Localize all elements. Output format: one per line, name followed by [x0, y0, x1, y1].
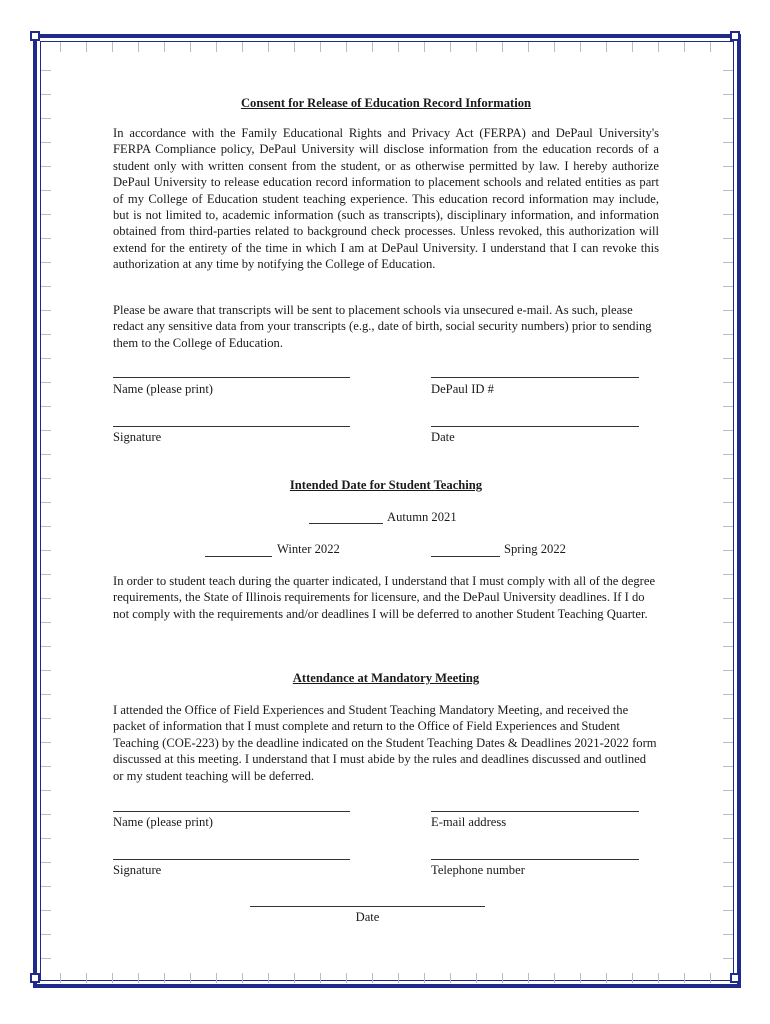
border-tick — [606, 973, 607, 983]
border-tick — [502, 42, 503, 52]
border-tick — [723, 454, 733, 455]
border-tick — [723, 574, 733, 575]
email-line[interactable] — [431, 811, 639, 812]
border-tick — [294, 42, 295, 52]
border-tick — [346, 973, 347, 983]
border-tick — [684, 42, 685, 52]
border-tick — [606, 42, 607, 52]
meeting-signature-label: Signature — [113, 863, 162, 877]
meeting-paragraph: I attended the Office of Field Experiences and Student Teaching Mandatory Meeting, and received the packet of information that I must complete and return to the Office of Field Experiences and Student Teaching (COE-223) by the deadline indicated on the Student Teaching Dates & Deadlines 2021-2022 form discussed at this meeting. I understand that I must abide by the rules and deadlines discussed and outlined or my student teaching will be deferred. — [113, 703, 657, 783]
border-tick — [41, 454, 51, 455]
border-tick — [723, 430, 733, 431]
border-tick — [723, 238, 733, 239]
border-tick — [398, 42, 399, 52]
border-tick — [450, 42, 451, 52]
border-tick — [528, 973, 529, 983]
border-tick — [41, 958, 51, 959]
border-corner — [30, 31, 40, 41]
border-tick — [723, 886, 733, 887]
border-tick — [723, 310, 733, 311]
border-tick — [320, 42, 321, 52]
border-tick — [723, 502, 733, 503]
border-tick — [164, 42, 165, 52]
border-tick — [41, 790, 51, 791]
border-tick — [723, 838, 733, 839]
border-tick — [41, 766, 51, 767]
border-tick — [580, 973, 581, 983]
border-tick — [723, 910, 733, 911]
border-tick — [554, 973, 555, 983]
border-tick — [41, 262, 51, 263]
border-tick — [41, 190, 51, 191]
border-tick — [658, 42, 659, 52]
border-tick — [41, 310, 51, 311]
border-tick — [138, 973, 139, 983]
border-tick — [268, 42, 269, 52]
border-tick — [41, 574, 51, 575]
border-tick — [41, 478, 51, 479]
border-tick — [41, 910, 51, 911]
border-tick — [723, 94, 733, 95]
border-tick — [658, 973, 659, 983]
border-tick — [528, 42, 529, 52]
border-tick — [632, 42, 633, 52]
border-tick — [723, 190, 733, 191]
border-tick — [723, 406, 733, 407]
border-tick — [632, 973, 633, 983]
telephone-label: Telephone number — [431, 863, 525, 877]
name-label: Name (please print) — [113, 382, 214, 396]
border-tick — [41, 238, 51, 239]
teaching-paragraph: In order to student teach during the quarter indicated, I understand that I must comply with all of the degree requirements, the State of Illinois requirements for licensure, and the DePaul University deadlines. If I do not comply with the requirements and/or deadlines I will be deferred to another Student Teaching Quarter. — [113, 574, 656, 621]
signature-label: Signature — [113, 430, 162, 444]
border-tick — [190, 973, 191, 983]
border-corner — [730, 31, 740, 41]
consent-title: Consent for Release of Education Record Information — [240, 96, 532, 110]
meeting-date-label: Date — [355, 910, 380, 924]
border-tick — [41, 814, 51, 815]
border-tick — [424, 42, 425, 52]
border-tick — [41, 70, 51, 71]
consent-paragraph: In accordance with the Family Educational Rights and Privacy Act (FERPA) and DePaul University's FERPA Compliance policy, DePaul University will disclose information from the education records of a student only with written consent from the student, or as otherwise permitted by law. I hereby authorize DePaul University to release education record information to placement schools and related entities as part of my College of Education student teaching experience. This education record information may include, but is not limited to, academic information (such as transcripts), disciplinary information, and information obtained from third-parties related to background check processes. Unless revoked, this authorization will extend for the entirety of the time in which I am at DePaul University. I understand that I can revoke this authorization at any time by notifying the College of Education. — [113, 126, 659, 272]
border-tick — [112, 42, 113, 52]
border-tick — [41, 382, 51, 383]
border-tick — [242, 42, 243, 52]
meeting-signature-line[interactable] — [113, 859, 350, 860]
border-tick — [164, 973, 165, 983]
border-tick — [723, 142, 733, 143]
border-tick — [41, 118, 51, 119]
winter-option: Winter 2022 — [277, 542, 340, 556]
border-tick — [502, 973, 503, 983]
transcript-notice: Please be aware that transcripts will be sent to placement schools via unsecured e-mail. As such, please redact any sensitive data from your transcripts (e.g., date of birth, social security numbers) prior to sending them to the College of Education. — [113, 303, 652, 350]
border-tick — [216, 42, 217, 52]
signature-line[interactable] — [113, 426, 350, 427]
border-tick — [41, 646, 51, 647]
border-tick — [723, 334, 733, 335]
border-tick — [723, 958, 733, 959]
border-tick — [580, 42, 581, 52]
border-tick — [41, 358, 51, 359]
border-tick — [320, 973, 321, 983]
border-tick — [476, 973, 477, 983]
border-tick — [723, 694, 733, 695]
border-corner — [730, 973, 740, 983]
border-tick — [41, 550, 51, 551]
border-tick — [41, 598, 51, 599]
border-tick — [723, 646, 733, 647]
border-tick — [372, 42, 373, 52]
date-line[interactable] — [431, 426, 639, 427]
border-tick — [723, 598, 733, 599]
border-tick — [242, 973, 243, 983]
meeting-title: Attendance at Mandatory Meeting — [292, 671, 480, 685]
date-label: Date — [431, 430, 455, 444]
border-tick — [41, 334, 51, 335]
meeting-date-line[interactable] — [250, 906, 485, 907]
border-tick — [723, 118, 733, 119]
border-tick — [710, 42, 711, 52]
border-tick — [723, 790, 733, 791]
autumn-line[interactable] — [309, 523, 383, 524]
border-tick — [684, 973, 685, 983]
border-tick — [554, 42, 555, 52]
spring-line[interactable] — [431, 556, 500, 557]
border-corner — [30, 973, 40, 983]
border-tick — [41, 862, 51, 863]
border-tick — [723, 862, 733, 863]
border-tick — [723, 718, 733, 719]
border-tick — [476, 42, 477, 52]
border-tick — [41, 406, 51, 407]
border-tick — [41, 838, 51, 839]
telephone-line[interactable] — [431, 859, 639, 860]
border-tick — [41, 214, 51, 215]
autumn-option: Autumn 2021 — [387, 510, 457, 524]
winter-line[interactable] — [205, 556, 272, 557]
depaul-id-line[interactable] — [431, 377, 639, 378]
border-tick — [398, 973, 399, 983]
border-tick — [190, 42, 191, 52]
border-tick — [86, 42, 87, 52]
border-tick — [723, 382, 733, 383]
name-signature-line[interactable] — [113, 377, 350, 378]
border-tick — [41, 718, 51, 719]
spring-option: Spring 2022 — [504, 542, 566, 556]
border-tick — [723, 622, 733, 623]
border-tick — [723, 766, 733, 767]
border-tick — [723, 358, 733, 359]
border-tick — [268, 973, 269, 983]
teaching-title: Intended Date for Student Teaching — [289, 478, 483, 492]
border-tick — [86, 973, 87, 983]
border-tick — [723, 742, 733, 743]
border-tick — [41, 502, 51, 503]
meeting-name-line[interactable] — [113, 811, 350, 812]
border-tick — [41, 934, 51, 935]
border-tick — [41, 622, 51, 623]
border-tick — [216, 973, 217, 983]
border-tick — [138, 42, 139, 52]
border-tick — [41, 142, 51, 143]
meeting-name-label: Name (please print) — [113, 815, 214, 829]
border-tick — [41, 166, 51, 167]
border-tick — [41, 742, 51, 743]
border-tick — [424, 973, 425, 983]
border-tick — [41, 694, 51, 695]
border-tick — [41, 94, 51, 95]
border-tick — [723, 550, 733, 551]
border-tick — [723, 934, 733, 935]
border-tick — [723, 526, 733, 527]
border-tick — [723, 286, 733, 287]
border-tick — [346, 42, 347, 52]
border-tick — [723, 214, 733, 215]
border-tick — [41, 526, 51, 527]
border-tick — [41, 430, 51, 431]
email-label: E-mail address — [431, 815, 507, 829]
border-tick — [41, 670, 51, 671]
border-tick — [723, 478, 733, 479]
border-tick — [723, 262, 733, 263]
border-tick — [723, 70, 733, 71]
border-tick — [723, 670, 733, 671]
border-tick — [60, 973, 61, 983]
depaul-id-label: DePaul ID # — [431, 382, 494, 396]
border-tick — [112, 973, 113, 983]
border-tick — [450, 973, 451, 983]
border-tick — [710, 973, 711, 983]
border-tick — [60, 42, 61, 52]
border-tick — [723, 814, 733, 815]
border-tick — [41, 886, 51, 887]
border-tick — [41, 286, 51, 287]
border-tick — [372, 973, 373, 983]
border-tick — [294, 973, 295, 983]
border-tick — [723, 166, 733, 167]
